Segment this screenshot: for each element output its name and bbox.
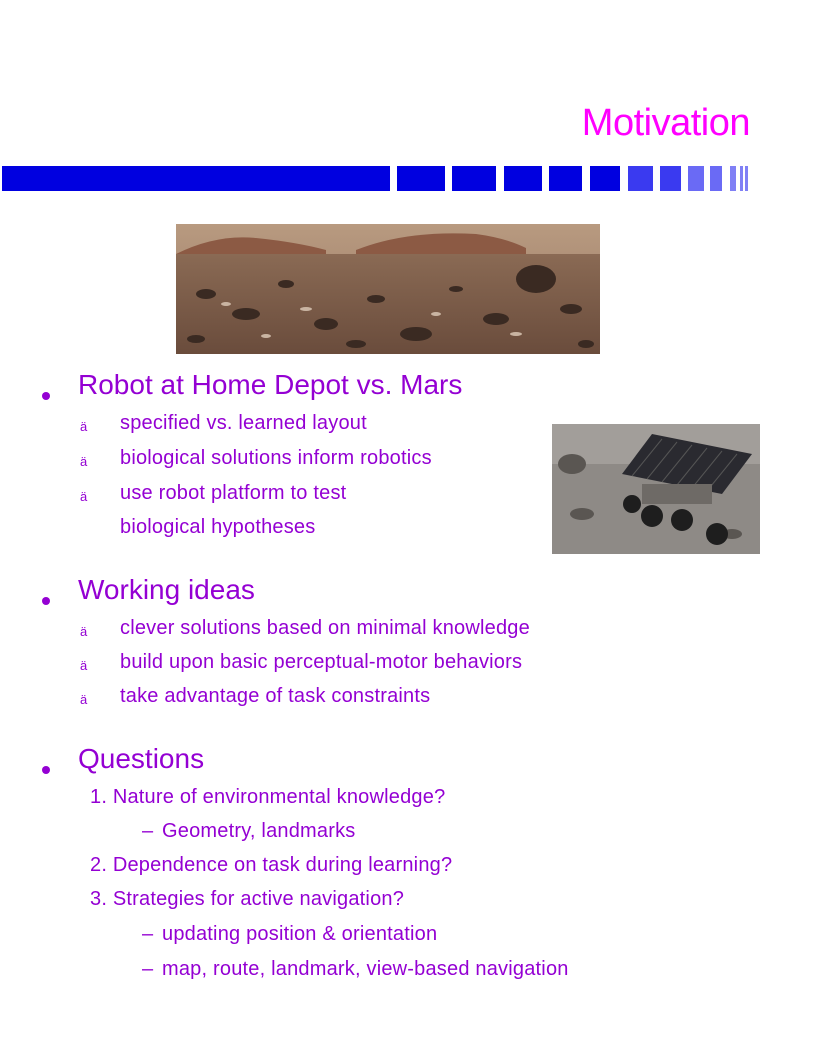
question-3-detail-1: updating position & orientation bbox=[162, 923, 438, 945]
arrow-bullet-icon: ä bbox=[80, 489, 88, 504]
rover-image bbox=[552, 424, 760, 554]
question-3-detail-2: map, route, landmark, view-based navigation bbox=[162, 958, 569, 980]
dash-bullet: – bbox=[142, 958, 154, 980]
dash-bullet: – bbox=[142, 820, 154, 842]
slide-title: Motivation bbox=[581, 102, 750, 144]
list-item: build upon basic perceptual-motor behaviors bbox=[120, 651, 523, 673]
question-3: 3. Strategies for active navigation? bbox=[90, 888, 405, 910]
mars-landscape-image bbox=[176, 224, 600, 354]
bullet-dot bbox=[42, 597, 50, 605]
question-1: 1. Nature of environmental knowledge? bbox=[90, 786, 446, 808]
section-heading-working-ideas: Working ideas bbox=[78, 574, 255, 605]
list-item: use robot platform to test bbox=[120, 482, 347, 504]
bullet-dot bbox=[42, 766, 50, 774]
arrow-bullet-icon: ä bbox=[80, 658, 88, 673]
arrow-bullet-icon: ä bbox=[80, 454, 88, 469]
list-item: biological solutions inform robotics bbox=[120, 447, 432, 469]
arrow-bullet-icon: ä bbox=[80, 692, 88, 707]
arrow-bullet-icon: ä bbox=[80, 419, 88, 434]
list-item: clever solutions based on minimal knowledge bbox=[120, 617, 530, 639]
arrow-bullet-icon: ä bbox=[80, 624, 88, 639]
section-heading-questions: Questions bbox=[78, 743, 205, 774]
question-2: 2. Dependence on task during learning? bbox=[90, 854, 453, 876]
bullet-dot bbox=[42, 392, 50, 400]
question-1-detail: Geometry, landmarks bbox=[162, 820, 356, 842]
list-item-continuation: biological hypotheses bbox=[120, 516, 316, 538]
list-item: specified vs. learned layout bbox=[120, 412, 367, 434]
dash-bullet: – bbox=[142, 923, 154, 945]
list-item: take advantage of task constraints bbox=[120, 685, 431, 707]
section-heading-robot: Robot at Home Depot vs. Mars bbox=[78, 369, 463, 400]
